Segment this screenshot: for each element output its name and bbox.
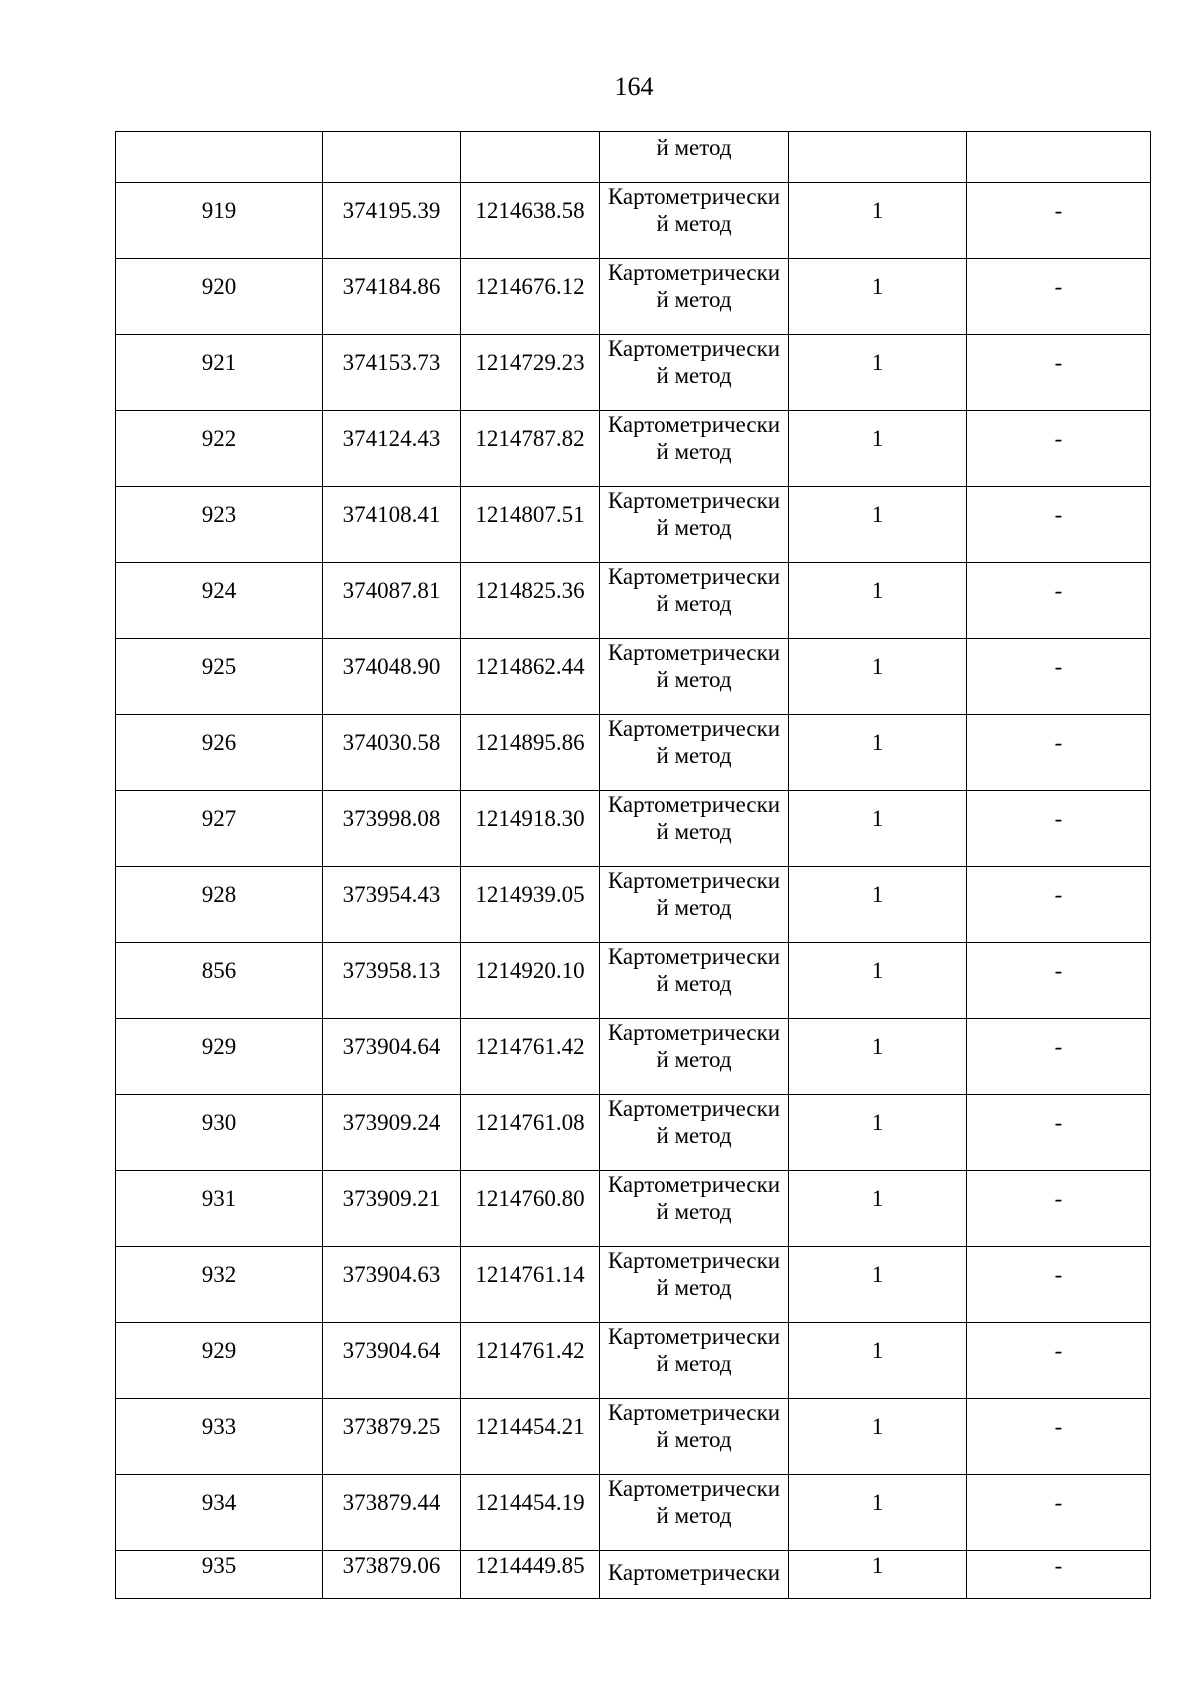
point-number: 921	[201, 350, 237, 375]
x-cell	[323, 791, 461, 867]
point-cell	[116, 791, 323, 867]
note-cell	[967, 487, 1151, 563]
point-cell	[116, 259, 323, 335]
accuracy-cell	[789, 867, 967, 943]
y-cell	[461, 335, 600, 411]
accuracy-value: 1	[871, 274, 884, 299]
note-value: -	[1054, 274, 1063, 299]
x-cell	[323, 1475, 461, 1551]
method-text-line1: Картометрически	[607, 1324, 781, 1349]
point-cell	[116, 715, 323, 791]
method-text-line2: й метод	[656, 591, 732, 616]
y-cell	[461, 563, 600, 639]
x-cell	[323, 1551, 461, 1599]
accuracy-cell	[789, 639, 967, 715]
note-value: -	[1054, 350, 1063, 375]
x-cell	[323, 487, 461, 563]
method-text-line2: й метод	[656, 287, 732, 312]
method-cell	[600, 487, 789, 563]
x-cell	[323, 1247, 461, 1323]
x-cell	[323, 259, 461, 335]
note-cell	[967, 791, 1151, 867]
y-coordinate: 1214918.30	[475, 806, 585, 831]
y-coordinate: 1214825.36	[475, 578, 585, 603]
method-cell	[600, 867, 789, 943]
x-coordinate: 374195.39	[342, 198, 441, 223]
point-number: 935	[201, 1553, 237, 1578]
x-cell	[323, 132, 461, 183]
accuracy-value: 1	[871, 1338, 884, 1363]
table-row	[116, 639, 1151, 715]
note-value: -	[1054, 502, 1063, 527]
accuracy-cell	[789, 1019, 967, 1095]
y-cell	[461, 411, 600, 487]
accuracy-cell	[789, 791, 967, 867]
note-cell	[967, 1551, 1151, 1599]
note-cell	[967, 639, 1151, 715]
x-coordinate: 373904.63	[342, 1262, 441, 1287]
accuracy-value: 1	[871, 578, 884, 603]
note-value: -	[1054, 1110, 1063, 1135]
x-coordinate: 373909.24	[342, 1110, 441, 1135]
x-cell	[323, 867, 461, 943]
point-number: 925	[201, 654, 237, 679]
point-cell	[116, 1019, 323, 1095]
x-cell	[323, 943, 461, 1019]
x-coordinate: 373998.08	[342, 806, 441, 831]
method-cell	[600, 1551, 789, 1599]
note-cell	[967, 1171, 1151, 1247]
point-number: 932	[201, 1262, 237, 1287]
table-row	[116, 411, 1151, 487]
point-cell	[116, 1171, 323, 1247]
x-coordinate: 373954.43	[342, 882, 441, 907]
method-text-line1: Картометрически	[607, 1248, 781, 1273]
table-row	[116, 1171, 1151, 1247]
method-text-line1: Картометрически	[607, 1400, 781, 1425]
accuracy-cell	[789, 132, 967, 183]
y-cell	[461, 1399, 600, 1475]
note-cell	[967, 867, 1151, 943]
point-number: 933	[201, 1414, 237, 1439]
accuracy-value: 1	[871, 1186, 884, 1211]
x-coordinate: 374184.86	[342, 274, 441, 299]
table-row-continuation	[116, 132, 1151, 183]
note-value: -	[1054, 1186, 1063, 1211]
method-text-line2: й метод	[656, 1427, 732, 1452]
method-text-line2: й метод	[656, 1199, 732, 1224]
y-coordinate: 1214454.19	[475, 1490, 585, 1515]
note-cell	[967, 132, 1151, 183]
note-value: -	[1054, 654, 1063, 679]
method-text-line1: Картометрически	[607, 640, 781, 665]
accuracy-cell	[789, 335, 967, 411]
note-value: -	[1054, 1414, 1063, 1439]
x-coordinate: 373904.64	[342, 1338, 441, 1363]
page-number: 164	[614, 72, 654, 101]
method-text-line1: Картометрически	[607, 716, 781, 741]
accuracy-cell	[789, 943, 967, 1019]
note-value: -	[1054, 882, 1063, 907]
table-row	[116, 335, 1151, 411]
note-cell	[967, 1247, 1151, 1323]
table-row	[116, 563, 1151, 639]
table-row	[116, 1019, 1151, 1095]
method-text-line2: й метод	[656, 1123, 732, 1148]
accuracy-cell	[789, 563, 967, 639]
x-cell	[323, 563, 461, 639]
point-cell	[116, 943, 323, 1019]
x-coordinate: 374124.43	[342, 426, 441, 451]
method-text-line2: й метод	[656, 743, 732, 768]
y-coordinate: 1214787.82	[475, 426, 585, 451]
point-cell	[116, 867, 323, 943]
method-cell	[600, 791, 789, 867]
x-coordinate: 373879.06	[342, 1553, 441, 1578]
y-coordinate: 1214676.12	[475, 274, 585, 299]
note-value: -	[1054, 1338, 1063, 1363]
accuracy-value: 1	[871, 1490, 884, 1515]
y-cell	[461, 183, 600, 259]
point-number: 926	[201, 730, 237, 755]
note-value: -	[1054, 806, 1063, 831]
method-cell	[600, 1399, 789, 1475]
y-coordinate: 1214760.80	[475, 1186, 585, 1211]
method-cell	[600, 1095, 789, 1171]
method-text-line1: Картометрически	[607, 260, 781, 285]
x-cell	[323, 335, 461, 411]
y-coordinate: 1214761.14	[475, 1262, 585, 1287]
note-value: -	[1054, 958, 1063, 983]
table-row	[116, 487, 1151, 563]
accuracy-cell	[789, 1551, 967, 1599]
point-number: 929	[201, 1034, 237, 1059]
accuracy-value: 1	[871, 882, 884, 907]
method-text-line1: Картометрически	[607, 1560, 781, 1585]
method-text-line1: Картометрически	[607, 1172, 781, 1197]
point-cell	[116, 183, 323, 259]
method-text-line2: й метод	[656, 1275, 732, 1300]
x-coordinate: 373879.44	[342, 1490, 441, 1515]
point-cell	[116, 563, 323, 639]
y-cell	[461, 1551, 600, 1599]
note-cell	[967, 411, 1151, 487]
x-coordinate: 374153.73	[342, 350, 441, 375]
y-cell	[461, 1475, 600, 1551]
accuracy-cell	[789, 1095, 967, 1171]
method-cell	[600, 183, 789, 259]
method-cell	[600, 715, 789, 791]
note-cell	[967, 1399, 1151, 1475]
method-text-line2: й метод	[656, 667, 732, 692]
method-text-line1: Картометрически	[607, 868, 781, 893]
table-row	[116, 715, 1151, 791]
table-row	[116, 1323, 1151, 1399]
x-cell	[323, 715, 461, 791]
method-cell	[600, 639, 789, 715]
method-cell	[600, 943, 789, 1019]
x-cell	[323, 1019, 461, 1095]
method-cell	[600, 563, 789, 639]
y-cell	[461, 132, 600, 183]
x-coordinate: 373879.25	[342, 1414, 441, 1439]
accuracy-value: 1	[871, 1414, 884, 1439]
accuracy-value: 1	[871, 1553, 884, 1578]
note-cell	[967, 1019, 1151, 1095]
accuracy-value: 1	[871, 1034, 884, 1059]
note-cell	[967, 1095, 1151, 1171]
x-cell	[323, 1399, 461, 1475]
note-value: -	[1054, 426, 1063, 451]
accuracy-value: 1	[871, 426, 884, 451]
point-cell	[116, 1551, 323, 1599]
method-cell	[600, 411, 789, 487]
x-coordinate: 373904.64	[342, 1034, 441, 1059]
table-row	[116, 943, 1151, 1019]
point-number: 931	[201, 1186, 237, 1211]
note-cell	[967, 943, 1151, 1019]
y-cell	[461, 1323, 600, 1399]
x-coordinate: 373909.21	[342, 1186, 441, 1211]
method-text-line2: й метод	[656, 439, 732, 464]
accuracy-cell	[789, 715, 967, 791]
accuracy-value: 1	[871, 1262, 884, 1287]
note-value: -	[1054, 1553, 1063, 1578]
accuracy-cell	[789, 183, 967, 259]
y-cell	[461, 1171, 600, 1247]
note-cell	[967, 1323, 1151, 1399]
accuracy-cell	[789, 411, 967, 487]
y-cell	[461, 1019, 600, 1095]
point-cell	[116, 335, 323, 411]
x-cell	[323, 183, 461, 259]
accuracy-value: 1	[871, 730, 884, 755]
y-cell	[461, 487, 600, 563]
method-text-line1: Картометрически	[607, 564, 781, 589]
note-cell	[967, 1475, 1151, 1551]
method-text-line2: й метод	[656, 819, 732, 844]
method-text-line2: й метод	[656, 1047, 732, 1072]
x-cell	[323, 1323, 461, 1399]
method-text-line1: Картометрически	[607, 792, 781, 817]
point-cell	[116, 411, 323, 487]
point-number: 923	[201, 502, 237, 527]
x-cell	[323, 639, 461, 715]
point-cell	[116, 1247, 323, 1323]
table-row	[116, 1095, 1151, 1171]
x-coordinate: 374087.81	[342, 578, 441, 603]
method-text-line2: й метод	[656, 211, 732, 236]
method-cell	[600, 1475, 789, 1551]
point-number: 929	[201, 1338, 237, 1363]
point-cell	[116, 1323, 323, 1399]
note-value: -	[1054, 1262, 1063, 1287]
point-number: 856	[201, 958, 237, 983]
note-cell	[967, 563, 1151, 639]
y-coordinate: 1214895.86	[475, 730, 585, 755]
note-cell	[967, 259, 1151, 335]
accuracy-cell	[789, 259, 967, 335]
y-cell	[461, 715, 600, 791]
y-coordinate: 1214761.08	[475, 1110, 585, 1135]
method-text-line1: Картометрически	[607, 184, 781, 209]
method-cell	[600, 1171, 789, 1247]
x-cell	[323, 1171, 461, 1247]
note-cell	[967, 335, 1151, 411]
coordinates-table	[115, 131, 1151, 1599]
table-row	[116, 1399, 1151, 1475]
x-coordinate: 374108.41	[342, 502, 441, 527]
method-text-line1: Картометрически	[607, 488, 781, 513]
method-cell	[600, 132, 789, 183]
accuracy-cell	[789, 1247, 967, 1323]
method-text-line2: й метод	[656, 363, 732, 388]
accuracy-value: 1	[871, 654, 884, 679]
y-coordinate: 1214454.21	[475, 1414, 585, 1439]
method-text-line1: Картометрически	[607, 944, 781, 969]
y-cell	[461, 943, 600, 1019]
point-cell	[116, 1399, 323, 1475]
point-number: 934	[201, 1490, 237, 1515]
y-coordinate: 1214920.10	[475, 958, 585, 983]
y-coordinate: 1214939.05	[475, 882, 585, 907]
point-cell	[116, 1095, 323, 1171]
point-cell	[116, 1475, 323, 1551]
note-cell	[967, 715, 1151, 791]
accuracy-value: 1	[871, 806, 884, 831]
point-number: 928	[201, 882, 237, 907]
method-cell	[600, 1323, 789, 1399]
table-row	[116, 791, 1151, 867]
accuracy-value: 1	[871, 502, 884, 527]
method-text-line2: й метод	[656, 1503, 732, 1528]
point-cell	[116, 639, 323, 715]
table-row	[116, 867, 1151, 943]
accuracy-value: 1	[871, 1110, 884, 1135]
table-row	[116, 259, 1151, 335]
method-cell	[600, 335, 789, 411]
note-value: -	[1054, 730, 1063, 755]
y-coordinate: 1214862.44	[475, 654, 585, 679]
x-coordinate: 373958.13	[342, 958, 441, 983]
table-row	[116, 1247, 1151, 1323]
y-cell	[461, 639, 600, 715]
note-value: -	[1054, 198, 1063, 223]
method-text-line1: Картометрически	[607, 1476, 781, 1501]
accuracy-cell	[789, 487, 967, 563]
method-text-line2: й метод	[656, 895, 732, 920]
method-text-line1: Картометрически	[607, 336, 781, 361]
method-cell	[600, 1019, 789, 1095]
point-number: 920	[201, 274, 237, 299]
method-text-line2: й метод	[656, 971, 732, 996]
y-coordinate: 1214761.42	[475, 1338, 585, 1363]
note-value: -	[1054, 1034, 1063, 1059]
y-cell	[461, 259, 600, 335]
y-coordinate: 1214761.42	[475, 1034, 585, 1059]
method-cell	[600, 1247, 789, 1323]
accuracy-cell	[789, 1475, 967, 1551]
accuracy-value: 1	[871, 198, 884, 223]
table-row-last	[116, 1551, 1151, 1599]
method-text-line1: Картометрически	[607, 1020, 781, 1045]
table-row	[116, 1475, 1151, 1551]
note-cell	[967, 183, 1151, 259]
y-coordinate: 1214807.51	[475, 502, 585, 527]
point-number: 927	[201, 806, 237, 831]
accuracy-value: 1	[871, 958, 884, 983]
method-text-line1: Картометрически	[607, 412, 781, 437]
accuracy-cell	[789, 1399, 967, 1475]
x-cell	[323, 1095, 461, 1171]
y-cell	[461, 1247, 600, 1323]
y-coordinate: 1214638.58	[475, 198, 585, 223]
point-number: 930	[201, 1110, 237, 1135]
table-row	[116, 183, 1151, 259]
x-cell	[323, 411, 461, 487]
method-text-line2: й метод	[656, 515, 732, 540]
y-cell	[461, 791, 600, 867]
y-cell	[461, 867, 600, 943]
x-coordinate: 374030.58	[342, 730, 441, 755]
point-cell	[116, 487, 323, 563]
y-cell	[461, 1095, 600, 1171]
point-number: 922	[201, 426, 237, 451]
method-text-line1: Картометрически	[607, 1096, 781, 1121]
point-cell	[116, 132, 323, 183]
accuracy-cell	[789, 1171, 967, 1247]
accuracy-value: 1	[871, 350, 884, 375]
note-value: -	[1054, 578, 1063, 603]
method-cell	[600, 259, 789, 335]
method-text-line2: й метод	[656, 1351, 732, 1376]
y-coordinate: 1214729.23	[475, 350, 585, 375]
x-coordinate: 374048.90	[342, 654, 441, 679]
note-value: -	[1054, 1490, 1063, 1515]
method-text: й метод	[656, 135, 732, 160]
accuracy-cell	[789, 1323, 967, 1399]
y-coordinate: 1214449.85	[475, 1553, 585, 1578]
point-number: 919	[201, 198, 237, 223]
point-number: 924	[201, 578, 237, 603]
